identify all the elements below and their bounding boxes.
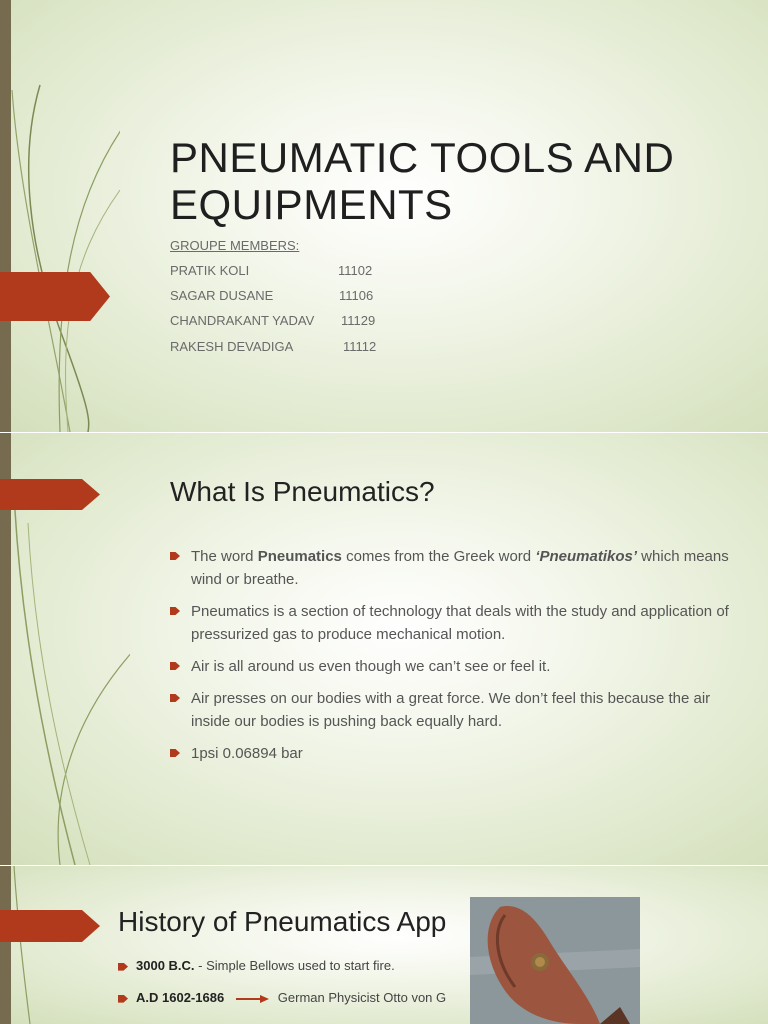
bullet-arrow-icon — [170, 607, 180, 615]
slide-3-title: History of Pneumatics App — [118, 906, 447, 937]
slide-1-accent-arrow — [0, 272, 110, 321]
bullet-arrow-icon — [170, 662, 180, 670]
member-row — [170, 288, 374, 303]
bullet-arrow-icon — [118, 995, 128, 1003]
member-id: 11102 — [338, 263, 373, 278]
history-item — [118, 958, 395, 973]
bullet-bold-italic-text: ‘Pneumatikos’ — [535, 548, 638, 565]
bullet-item — [170, 742, 730, 765]
bullet-arrow-icon — [170, 552, 180, 560]
slide-3-accent-arrow — [0, 910, 100, 942]
member-id: 11106 — [339, 288, 374, 303]
bullet-text: 1psi 0.06894 bar — [191, 745, 303, 762]
bullet-text: which means wind or breathe. — [191, 548, 729, 588]
bullet-item — [170, 545, 730, 591]
decorative-swoosh — [0, 0, 120, 432]
bullet-text: The word — [191, 548, 258, 565]
slide-2-accent-arrow — [0, 479, 100, 510]
bellows-photo — [470, 897, 640, 1024]
member-id: 11129 — [341, 313, 376, 328]
bullet-arrow-icon — [118, 963, 128, 971]
member-name: CHANDRAKANT YADAV — [170, 313, 315, 328]
slide-2-title: What Is Pneumatics? — [170, 476, 435, 507]
member-row — [170, 263, 373, 278]
member-id: 11112 — [343, 339, 377, 354]
group-members-label: GROUPE MEMBERS: — [170, 238, 300, 253]
bullet-text: Pneumatics is a section of technology that deals with the study and application of pressurized gas to produce mechanical motion. — [191, 603, 729, 643]
member-name: SAGAR DUSANE — [170, 288, 274, 303]
history-item — [118, 990, 446, 1005]
bullet-arrow-icon — [170, 749, 180, 757]
history-date: 3000 B.C. — [136, 958, 195, 973]
decorative-swoosh — [0, 866, 60, 1024]
member-name: PRATIK KOLI — [170, 263, 250, 278]
slide-1 — [0, 0, 768, 432]
slide-1-title: PNEUMATIC TOOLS AND EQUIPMENTS — [170, 134, 675, 228]
bullet-bold-text: Pneumatics — [257, 548, 342, 565]
history-text: German Physicist Otto von G — [277, 990, 447, 1005]
bullet-item — [170, 655, 730, 678]
bullet-text: comes from the Greek word — [341, 548, 536, 565]
history-text: - Simple Bellows used to start fire. — [194, 958, 395, 973]
bullet-text: Air presses on our bodies with a great force. We don’t feel this because the air inside our bodies is pushing back equally hard. — [191, 690, 711, 730]
history-date: A.D 1602-1686 — [136, 990, 225, 1005]
member-name: RAKESH DEVADIGA — [170, 339, 294, 354]
right-arrow-icon — [236, 994, 270, 1004]
member-row — [170, 313, 376, 328]
bellows-illustration — [470, 897, 640, 1024]
bullet-item — [170, 687, 730, 733]
member-row — [170, 339, 377, 354]
bullet-arrow-icon — [170, 694, 180, 702]
bullet-text: Air is all around us even though we can’t see or feel it. — [191, 658, 551, 675]
bullet-item — [170, 600, 730, 646]
pneumatics-bullet-list — [170, 545, 730, 774]
